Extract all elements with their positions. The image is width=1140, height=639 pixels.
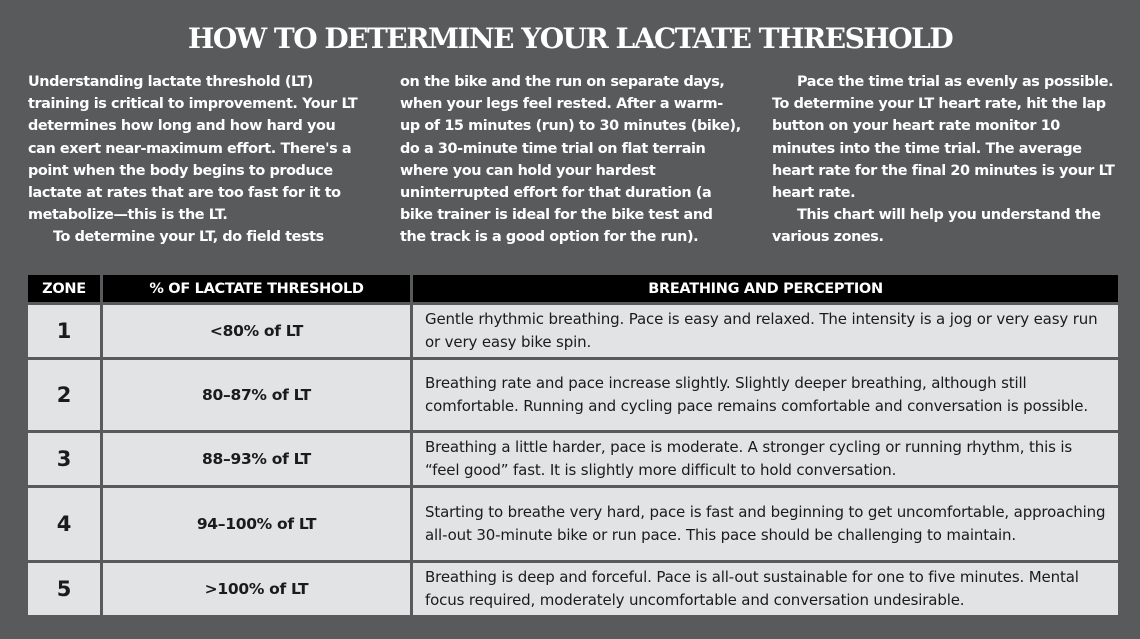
zone-number: 4: [28, 488, 100, 560]
intro-paragraph: on the bike and the run on separate days, when your legs feel rested. After a warm-up of 15 minutes (run) to 30 minutes (bike), do a 30-minute time trial on flat terrain where you can hold your hardest uninterrupted effort for that duration (a bike trainer is ideal for the bike test and the track is a good option for the run).: [400, 74, 741, 246]
zone-percent: >100% of LT: [103, 563, 410, 615]
table-row: [28, 563, 1118, 615]
zone-percent: 88–93% of LT: [103, 433, 410, 485]
header-zone: ZONE: [28, 275, 100, 302]
intro-paragraph: To determine your LT, do field tests: [53, 229, 324, 246]
intro-paragraph: This chart will help you understand the various zones.: [772, 207, 1101, 246]
lactate-threshold-table: [28, 275, 1118, 618]
table-row: [28, 433, 1118, 485]
intro-paragraph: Pace the time trial as evenly as possible. To determine your LT heart rate, hit the lap button on your heart rate monitor 10 minutes into the time trial. The average heart rate for the final 20 minutes is your LT heart rate.: [772, 74, 1115, 202]
intro-paragraph: Understanding lactate threshold (LT) training is critical to improvement. Your LT determines how long and how hard you can exert near-maximum effort. There's a point when the body begins to produce lactate at rates that are too fast for it to metabolize—this is the LT.: [28, 74, 358, 224]
table-row: [28, 488, 1118, 560]
zone-percent: <80% of LT: [103, 305, 410, 357]
zone-number: 2: [28, 360, 100, 430]
table-row: [28, 305, 1118, 357]
header-breathing-perception: BREATHING AND PERCEPTION: [413, 275, 1118, 302]
zone-description: Starting to breathe very hard, pace is fast and beginning to get uncomfortable, approaching all-out 30-minute bike or run pace. This pace should be challenging to maintain.: [413, 488, 1118, 560]
page-title: HOW TO DETERMINE YOUR LACTATE THRESHOLD: [187, 22, 953, 55]
intro-column-2: [400, 71, 742, 249]
table-header-row: [28, 275, 1118, 302]
zone-description: Breathing a little harder, pace is moderate. A stronger cycling or running rhythm, this is “feel good” fast. It is slightly more difficult to hold conversation.: [413, 433, 1118, 485]
zone-number: 1: [28, 305, 100, 357]
zone-description: Breathing is deep and forceful. Pace is all-out sustainable for one to five minutes. Mental focus required, moderately uncomfortable and conversation undesirable.: [413, 563, 1118, 615]
zone-number: 3: [28, 433, 100, 485]
header-percent-lt: % OF LACTATE THRESHOLD: [103, 275, 410, 302]
zone-description: Breathing rate and pace increase slightly. Slightly deeper breathing, although still comfortable. Running and cycling pace remains comfortable and conversation is possible.: [413, 360, 1118, 430]
zone-number: 5: [28, 563, 100, 615]
zone-percent: 94–100% of LT: [103, 488, 410, 560]
zone-percent: 80–87% of LT: [103, 360, 410, 430]
table-row: [28, 360, 1118, 430]
zone-description: Gentle rhythmic breathing. Pace is easy and relaxed. The intensity is a jog or very easy run or very easy bike spin.: [413, 305, 1118, 357]
intro-column-3: [772, 71, 1117, 249]
intro-column-1: [28, 71, 363, 249]
